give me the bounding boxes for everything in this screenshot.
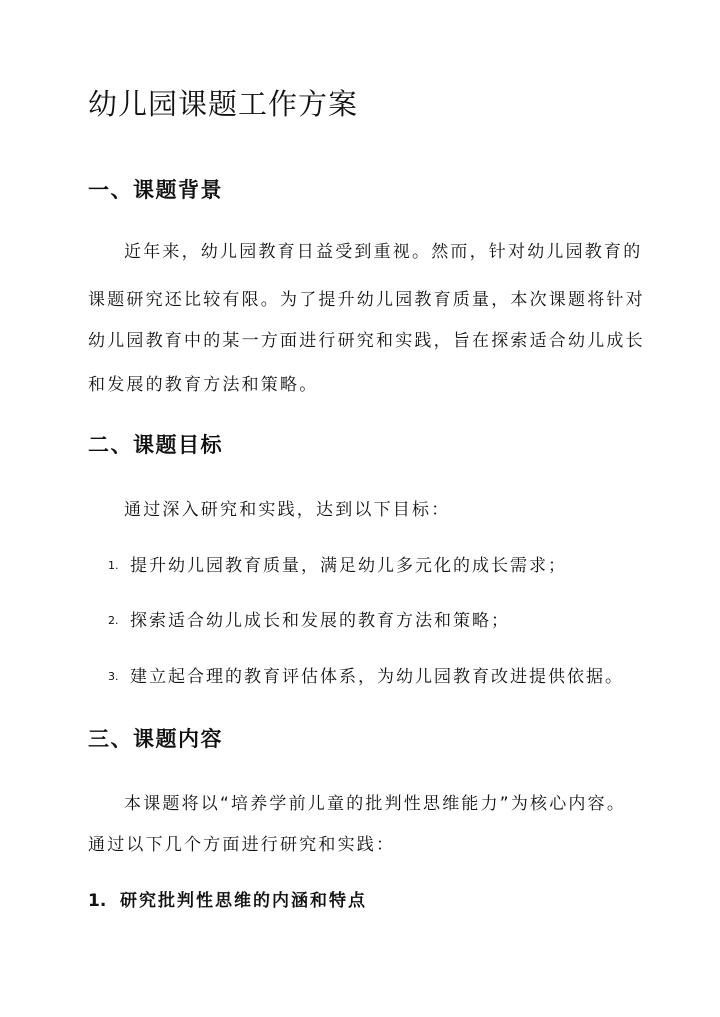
list-item (108, 554, 567, 578)
paragraph-line: 通过以下几个方面进行研究和实践： (88, 835, 396, 855)
paragraph-line: 近年来，幼儿园教育日益受到重视。然而，针对幼儿园教育的 (124, 242, 643, 262)
list-item-text: 提升幼儿园教育质量，满足幼儿多元化的成长需求； (130, 556, 567, 576)
paragraph-line: 幼儿园教育中的某一方面进行研究和实践，旨在探索适合幼儿成长 (88, 331, 645, 351)
list-item (108, 609, 510, 633)
section-heading-content: 三、课题内容 (88, 727, 223, 751)
subsection-number: 1. (88, 891, 107, 911)
list-item-text: 建立起合理的教育评估体系，为幼儿园教育改进提供依据。 (130, 667, 624, 687)
list-item-number: 2. (108, 614, 119, 627)
paragraph-line: 本课题将以“培养学前儿童的批判性思维能力”为核心内容。 (124, 794, 627, 814)
list-item (108, 665, 624, 689)
paragraph-line: 通过深入研究和实践，达到以下目标： (124, 500, 451, 520)
paragraph-line: 课题研究还比较有限。为了提升幼儿园教育质量，本次课题将针对 (88, 290, 645, 310)
section-heading-background: 一、课题背景 (88, 178, 223, 202)
subsection-title: 研究批判性思维的内涵和特点 (120, 891, 367, 911)
paragraph-line: 和发展的教育方法和策略。 (88, 375, 319, 395)
list-item-text: 探索适合幼儿成长和发展的教育方法和策略； (130, 611, 510, 631)
list-item-number: 1. (108, 559, 119, 572)
list-item-number: 3. (108, 670, 119, 683)
section-heading-goals: 二、课题目标 (88, 433, 223, 457)
document-title: 幼儿园课题工作方案 (88, 87, 359, 121)
subsection-heading (88, 889, 367, 913)
